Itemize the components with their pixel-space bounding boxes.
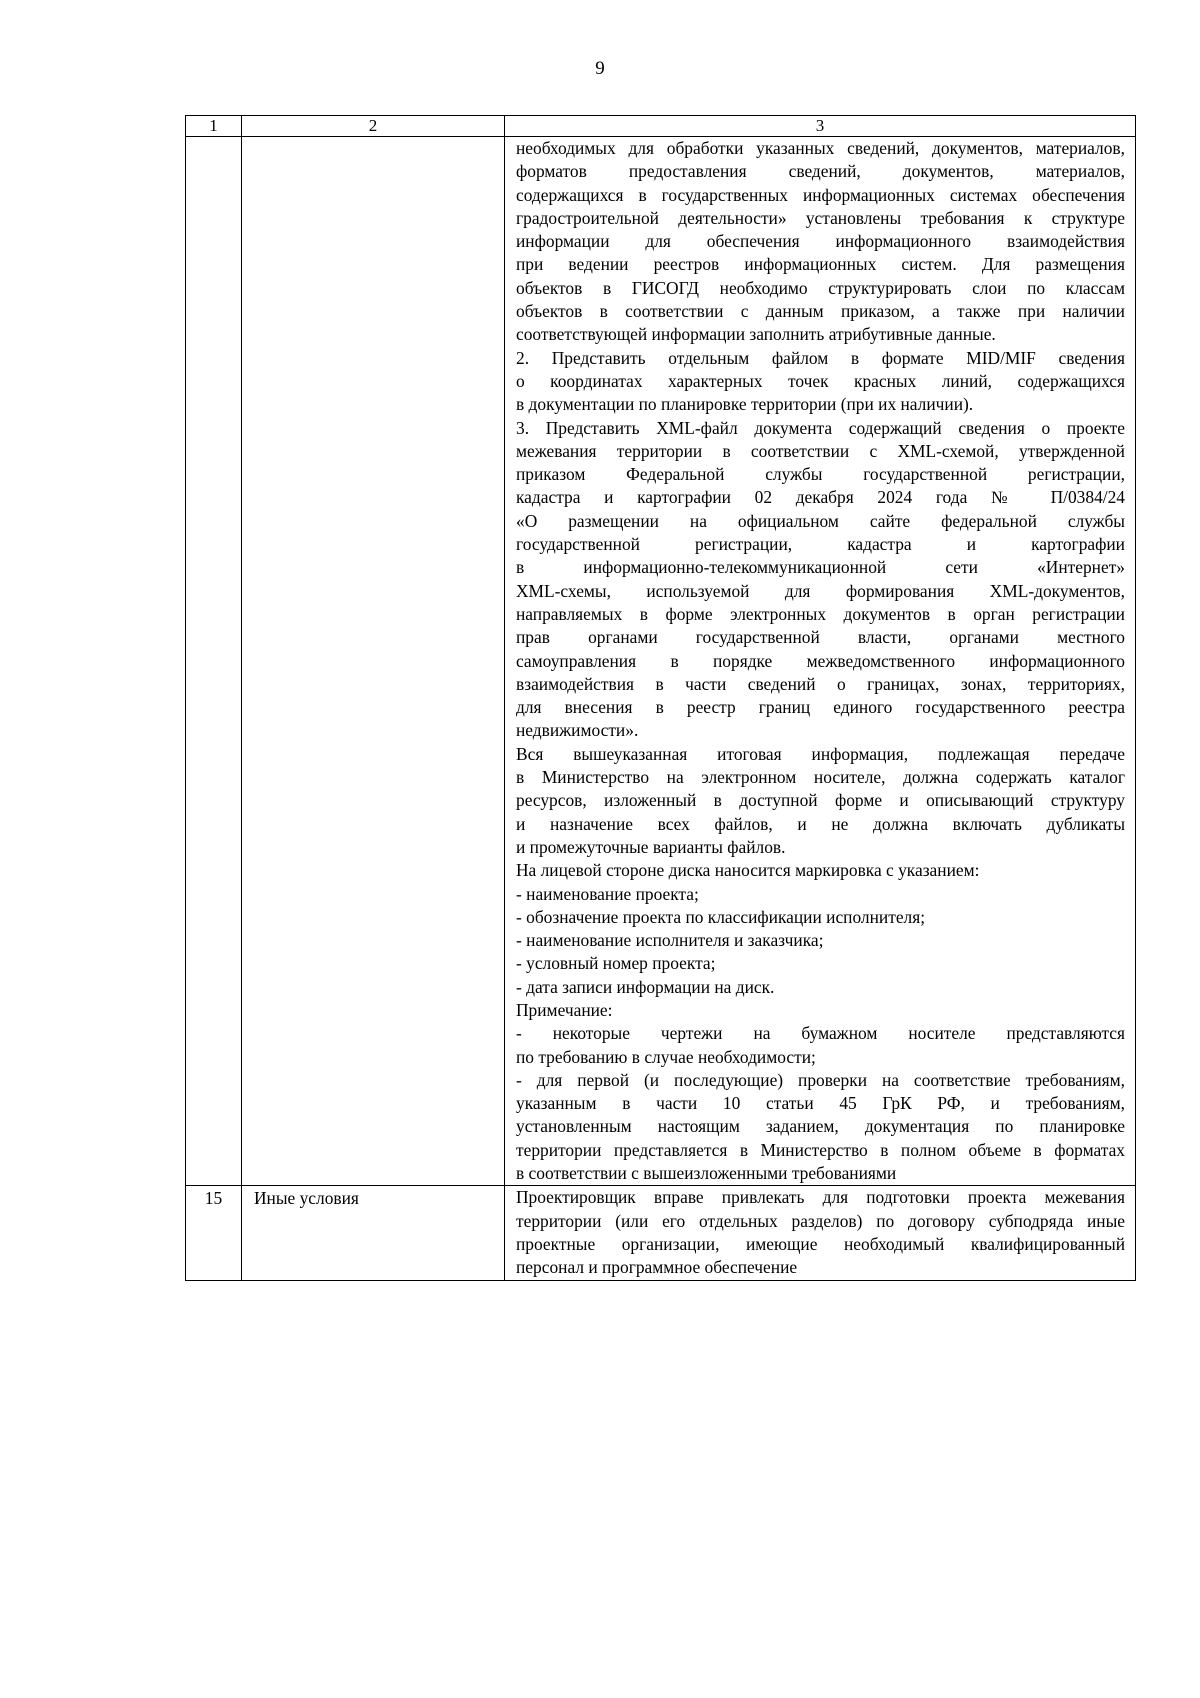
text-line: ресурсов, изложенный в доступной форме и описывающий структуру <box>516 790 1125 811</box>
text-line: прав органами государственной власти, органами местного <box>516 627 1125 648</box>
text-line: соответствующей информации заполнить атрибутивные данные. <box>516 324 996 345</box>
text-line: и промежуточные варианты файлов. <box>516 836 786 857</box>
row-content-cell <box>505 137 1136 1186</box>
text-line: - для первой (и последующие) проверки на соответствие требованиям, <box>516 1069 1125 1090</box>
row-name-cell <box>242 137 505 1186</box>
text-line: - обозначение проекта по классификации исполнителя; <box>516 906 926 927</box>
text-line: установленным настоящим заданием, документация по планировке <box>516 1116 1125 1137</box>
text-line: форматов предоставления сведений, документов, материалов, <box>516 161 1125 182</box>
text-line: 3. Представить XML-файл документа содержащий сведения о проекте <box>516 417 1125 438</box>
text-line: в Министерство на электронном носителе, должна содержать каталог <box>516 767 1125 788</box>
row-number-cell: 15 <box>186 1186 242 1280</box>
text-line: взаимодействия в части сведений о границах, зонах, территориях, <box>516 673 1125 694</box>
text-line: Примечание: <box>516 999 613 1020</box>
text-line: содержащихся в государственных информационных системах обеспечения <box>516 184 1125 205</box>
text-line: персонал и программное обеспечение <box>516 1257 798 1278</box>
text-line: Проектировщик вправе привлекать для подготовки проекта межевания <box>516 1187 1125 1208</box>
text-line: самоуправления в порядке межведомственного информационного <box>516 650 1125 671</box>
column-header-2: 2 <box>242 116 505 137</box>
text-line: - дата записи информации на диск. <box>516 976 775 997</box>
text-line: в соответствии с вышеизложенными требованиями <box>516 1163 897 1184</box>
text-line: межевания территории в соответствии с XML-схемой, утвержденной <box>516 440 1125 461</box>
text-line: - наименование проекта; <box>516 883 699 904</box>
text-line: для внесения в реестр границ единого государственного реестра <box>516 697 1125 718</box>
text-line: указанным в части 10 статьи 45 ГрК РФ, и требованиям, <box>516 1093 1125 1114</box>
text-line: по требованию в случае необходимости; <box>516 1046 816 1067</box>
page-number: 9 <box>595 58 605 79</box>
row-content-cell <box>505 1186 1136 1280</box>
text-line: кадастра и картографии 02 декабря 2024 года № П/0384/24 <box>516 487 1125 508</box>
text-line: - условный номер проекта; <box>516 953 716 974</box>
text-line: приказом Федеральной службы государственной регистрации, <box>516 464 1125 485</box>
text-line: о координатах характерных точек красных линий, содержащихся <box>516 370 1125 391</box>
table-row-15 <box>186 1186 1136 1280</box>
text-line: необходимых для обработки указанных сведений, документов, материалов, <box>516 138 1125 158</box>
text-line: градостроительной деятельности» установлены требования к структуре <box>516 207 1125 228</box>
text-line: и назначение всех файлов, и не должна включать дубликаты <box>516 813 1125 834</box>
text-line: направляемых в форме электронных документов в орган регистрации <box>516 603 1125 624</box>
text-line: при ведении реестров информационных систем. Для размещения <box>516 254 1125 275</box>
text-line: территории (или его отдельных разделов) по договору субподряда иные <box>516 1210 1125 1231</box>
text-line: объектов в соответствии с данным приказом, а также при наличии <box>516 301 1125 322</box>
text-line: объектов в ГИСОГД необходимо структурировать слои по классам <box>516 277 1125 298</box>
content-text-block <box>516 1186 1125 1279</box>
column-header-3: 3 <box>505 116 1136 137</box>
text-line: недвижимости». <box>516 720 639 741</box>
requirements-table <box>185 115 1136 1281</box>
text-line: На лицевой стороне диска наносится маркировка с указанием: <box>516 860 980 881</box>
text-line: - некоторые чертежи на бумажном носителе представляются <box>516 1023 1125 1044</box>
text-line: 2. Представить отдельным файлом в формате MID/MIF сведения <box>516 347 1125 368</box>
text-line: в информационно-телекоммуникационной сети «Интернет» <box>516 557 1125 578</box>
column-header-1: 1 <box>186 116 242 137</box>
text-line: территории представляется в Министерство в полном объеме в форматах <box>516 1139 1125 1160</box>
row-name-cell: Иные условия <box>242 1186 505 1280</box>
content-text-block <box>516 137 1125 1185</box>
text-line: XML-схемы, используемой для формирования XML-документов, <box>516 580 1125 601</box>
text-line: «О размещении на официальном сайте федеральной службы <box>516 510 1125 531</box>
text-line: - наименование исполнителя и заказчика; <box>516 930 824 951</box>
text-line: государственной регистрации, кадастра и картографии <box>516 534 1125 555</box>
row-number-cell <box>186 137 242 1186</box>
table-row-continued <box>186 137 1136 1186</box>
text-line: информации для обеспечения информационного взаимодействия <box>516 231 1125 252</box>
text-line: проектные организации, имеющие необходимый квалифицированный <box>516 1233 1125 1254</box>
text-line: в документации по планировке территории (при их наличии). <box>516 394 974 415</box>
text-line: Вся вышеуказанная итоговая информация, подлежащая передаче <box>516 743 1125 764</box>
table-header-row <box>186 116 1136 137</box>
